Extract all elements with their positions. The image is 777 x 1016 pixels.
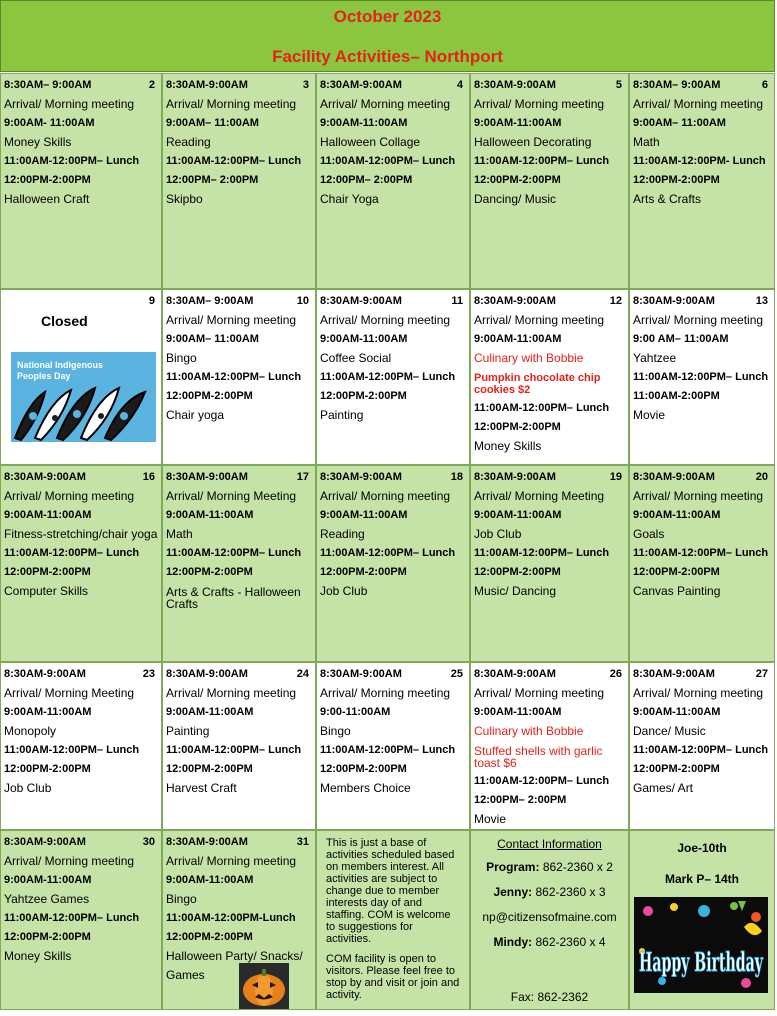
activity-line: 9:00AM– 11:00AM [166, 333, 259, 345]
birthday-cell [629, 830, 775, 1010]
day-number: 4 [456, 79, 463, 91]
activity-line: 8:30AM-9:00AM [166, 668, 248, 680]
activity-line: 11:00AM-12:00PM– Lunch [166, 744, 302, 756]
activity-special-line: Culinary with Bobbie [474, 351, 584, 365]
activity-line: Yahtzee [633, 351, 677, 365]
day-number: 27 [755, 668, 768, 680]
activity-line: 12:00PM– 2:00PM [320, 174, 413, 186]
activity-line: Reading [166, 135, 211, 149]
activity-line: Monopoly [4, 724, 57, 738]
activity-line: 11:00AM-12:00PM– Lunch [474, 402, 610, 414]
activity-line: Movie [474, 812, 507, 826]
activity-line: Arrival/ Morning meeting [166, 97, 297, 111]
day-cell [162, 830, 316, 1010]
contact-label: Jenny: [493, 885, 533, 899]
activity-line: Arrival/ Morning meeting [474, 686, 605, 700]
activity-line: Members Choice [320, 781, 411, 795]
activity-line: 12:00PM-2:00PM [474, 421, 561, 433]
activity-line: Arrival/ Morning meeting [166, 854, 297, 868]
activity-line: 8:30AM-9:00AM [474, 79, 556, 91]
activity-line: 12:00PM-2:00PM [4, 174, 91, 186]
activity-line: 11:00AM-2:00PM [633, 390, 720, 402]
day-number: 31 [296, 836, 309, 848]
day-number: 26 [609, 668, 622, 680]
activity-line: Dance/ Music [633, 724, 706, 738]
activity-special-line: Stuffed shells with garlic toast $6 [474, 744, 603, 770]
activity-line: 9:00AM-11:00AM [474, 509, 562, 521]
activity-line: Money Skills [4, 949, 72, 963]
activity-line: Arrival/ Morning Meeting [474, 489, 605, 503]
activity-line: 8:30AM– 9:00AM [4, 79, 92, 91]
day-number: 5 [615, 79, 622, 91]
activity-line: Arrival/ Morning meeting [474, 97, 605, 111]
activity-line: Music/ Dancing [474, 584, 557, 598]
day-number: 13 [755, 295, 768, 307]
activity-line: 11:00AM-12:00PM– Lunch [474, 547, 610, 559]
activity-line: 8:30AM-9:00AM [474, 295, 556, 307]
day-cell [316, 662, 470, 830]
day-number: 6 [761, 79, 768, 91]
activity-line: 9:00 AM– 11:00AM [633, 333, 729, 345]
activity-line: Arrival/ Morning meeting [633, 313, 764, 327]
activity-line: 9:00AM-11:00AM [320, 509, 408, 521]
activity-line: 11:00AM-12:00PM– Lunch [474, 775, 610, 787]
activity-line: Math [633, 135, 660, 149]
activity-line: 8:30AM-9:00AM [4, 668, 86, 680]
activity-line: Arrival/ Morning meeting [320, 313, 451, 327]
activity-line: 12:00PM-2:00PM [4, 931, 91, 943]
activity-line: 12:00PM-2:00PM [633, 763, 720, 775]
activity-line: Games [166, 968, 205, 982]
day-cell [629, 289, 775, 465]
activity-line: Fitness-stretching/chair yoga [4, 527, 158, 541]
activity-line: 12:00PM-2:00PM [4, 566, 91, 578]
activity-line: 11:00AM-12:00PM– Lunch [4, 547, 140, 559]
activity-line: Arrival/ Morning meeting [166, 686, 297, 700]
day-number: 9 [148, 295, 155, 307]
activity-line: 12:00PM-2:00PM [4, 763, 91, 775]
activity-line: 11:00AM-12:00PM– Lunch [166, 547, 302, 559]
activity-line: Arts & Crafts - Halloween Crafts [166, 585, 301, 611]
day-number: 11 [451, 295, 463, 307]
activity-line: 11:00AM-12:00PM– Lunch [474, 155, 610, 167]
day-cell [629, 73, 775, 289]
activity-line: 9:00AM– 11:00AM [633, 117, 726, 129]
activity-line: Skipbo [166, 192, 203, 206]
activity-line: 11:00AM-12:00PM- Lunch [633, 155, 766, 167]
activity-line: 12:00PM– 2:00PM [474, 794, 567, 806]
activity-line: 12:00PM-2:00PM [320, 390, 407, 402]
activity-line: 8:30AM-9:00AM [320, 79, 402, 91]
activity-special-line: Culinary with Bobbie [474, 724, 584, 738]
activity-line: Halloween Party/ Snacks/ [166, 949, 303, 963]
activity-line: Arrival/ Morning meeting [166, 313, 297, 327]
birthday-entry: Mark P– 14th [664, 872, 740, 886]
day-cell [470, 662, 629, 830]
activity-line: Money Skills [474, 439, 542, 453]
activity-line: Bingo [166, 351, 197, 365]
day-number: 23 [142, 668, 155, 680]
activity-line: 12:00PM-2:00PM [320, 566, 407, 578]
activity-line: Canvas Painting [633, 584, 721, 598]
activity-line: 8:30AM-9:00AM [4, 836, 86, 848]
activity-line: Harvest Craft [166, 781, 237, 795]
activity-line: Arrival/ Morning meeting [474, 313, 605, 327]
activity-line: Job Club [4, 781, 52, 795]
activity-line: 9:00AM– 11:00AM [166, 117, 259, 129]
activity-line: Computer Skills [4, 584, 89, 598]
activity-line: 11:00AM-12:00PM– Lunch [4, 155, 140, 167]
calendar-header [0, 0, 775, 72]
day-cell [470, 465, 629, 662]
activity-line: 8:30AM-9:00AM [166, 471, 248, 483]
contact-title: Contact Information [497, 837, 602, 851]
happy-birthday-graphic [634, 897, 768, 993]
activity-line: 8:30AM-9:00AM [166, 836, 248, 848]
birthday-graphic-text: Happy Birthday [639, 948, 764, 978]
activity-line: Bingo [166, 892, 197, 906]
day-cell [0, 465, 162, 662]
activity-line: 12:00PM-2:00PM [166, 390, 253, 402]
activity-line: Arrival/ Morning meeting [633, 686, 764, 700]
day-cell [316, 465, 470, 662]
day-number: 10 [296, 295, 309, 307]
activity-line: 9:00AM-11:00AM [320, 333, 408, 345]
day-number: 19 [609, 471, 622, 483]
activity-line: Chair Yoga [320, 192, 379, 206]
activity-line: 11:00AM-12:00PM-Lunch [166, 912, 296, 924]
activity-line: Arrival/ Morning Meeting [4, 686, 135, 700]
day-number: 3 [302, 79, 309, 91]
contact-value: 862-2360 x 2 [542, 860, 613, 874]
day-number: 17 [296, 471, 309, 483]
activity-line: Reading [320, 527, 365, 541]
day-cell [0, 662, 162, 830]
activity-line: Games/ Art [633, 781, 694, 795]
day-number: 12 [609, 295, 622, 307]
day-cell [316, 73, 470, 289]
info-note-cell [316, 830, 470, 1010]
activity-line: 11:00AM-12:00PM– Lunch [320, 371, 456, 383]
indigenous-peoples-day-banner [11, 352, 156, 442]
note-paragraph: COM facility is open to visitors. Please feel free to stop by and visit or join and activity. [326, 953, 460, 1001]
activity-line: 8:30AM-9:00AM [474, 668, 556, 680]
note-paragraph: This is just a base of activities scheduled based on members interest. All activities are subject to change due to member interests day of and staffing. COM is welcome to suggestions for activities. [326, 837, 455, 945]
day-number: 30 [142, 836, 155, 848]
activity-line: 9:00AM-11:00AM [474, 706, 562, 718]
contact-value: 862-2360 x 4 [535, 935, 606, 949]
activity-line: 9:00-11:00AM [320, 706, 391, 718]
activity-line: 9:00AM-11:00AM [166, 874, 254, 886]
activity-line: Halloween Decorating [474, 135, 592, 149]
day-number: 25 [450, 668, 463, 680]
activity-line: 9:00AM-11:00AM [320, 117, 408, 129]
activity-line: Arrival/ Morning meeting [320, 489, 451, 503]
activity-line: 9:00AM-11:00AM [633, 706, 721, 718]
activity-line: Job Club [320, 584, 368, 598]
activity-line: 11:00AM-12:00PM– Lunch [633, 744, 769, 756]
activity-line: 8:30AM-9:00AM [633, 471, 715, 483]
day-number: 16 [142, 471, 155, 483]
activity-line: Arrival/ Morning meeting [4, 97, 135, 111]
day-cell-closed [0, 289, 162, 465]
month-title: October 2023 [333, 7, 442, 26]
activity-line: Arrival/ Morning meeting [4, 854, 135, 868]
activity-line: Job Club [474, 527, 522, 541]
activity-line: 9:00AM-11:00AM [474, 333, 562, 345]
activity-line: 9:00AM-11:00AM [633, 509, 721, 521]
activity-line: 12:00PM-2:00PM [474, 566, 561, 578]
day-number: 18 [450, 471, 463, 483]
activity-line: Dancing/ Music [474, 192, 557, 206]
activity-line: Arts & Crafts [633, 192, 702, 206]
activity-line: 11:00AM-12:00PM– Lunch [320, 155, 456, 167]
closed-label: Closed [41, 313, 88, 329]
activity-line: Halloween Collage [320, 135, 421, 149]
birthday-entry: Joe-10th [677, 841, 727, 855]
day-cell [162, 73, 316, 289]
day-cell [0, 830, 162, 1010]
activity-line: 12:00PM-2:00PM [320, 763, 407, 775]
day-number: 20 [755, 471, 768, 483]
day-cell [162, 662, 316, 830]
activity-line: Arrival/ Morning meeting [633, 489, 764, 503]
activity-line: Arrival/ Morning Meeting [166, 489, 297, 503]
activity-line: 8:30AM-9:00AM [166, 79, 248, 91]
day-cell [470, 289, 629, 465]
activity-line: 9:00AM-11:00AM [4, 874, 92, 886]
activity-line: Chair yoga [166, 408, 225, 422]
activity-line: Arrival/ Morning meeting [633, 97, 764, 111]
activity-line: Arrival/ Morning meeting [320, 97, 451, 111]
activity-line: 12:00PM-2:00PM [633, 566, 720, 578]
activity-line: 11:00AM-12:00PM– Lunch [4, 912, 140, 924]
contact-value: 862-2360 x 3 [535, 885, 606, 899]
activity-line: Coffee Social [320, 351, 392, 365]
activity-line: 9:00AM-11:00AM [4, 706, 92, 718]
activity-line: 8:30AM-9:00AM [633, 295, 715, 307]
activity-line: 12:00PM– 2:00PM [166, 174, 259, 186]
activity-line: 12:00PM-2:00PM [166, 763, 253, 775]
activity-line: 11:00AM-12:00PM– Lunch [320, 744, 456, 756]
activity-line: 11:00AM-12:00PM– Lunch [320, 547, 456, 559]
day-cell [162, 289, 316, 465]
activity-line: 11:00AM-12:00PM– Lunch [633, 547, 769, 559]
activity-line: 12:00PM-2:00PM [166, 931, 253, 943]
contact-cell [470, 830, 629, 1010]
day-cell [0, 73, 162, 289]
activity-line: 12:00PM-2:00PM [474, 174, 561, 186]
activity-line: Halloween Craft [4, 192, 90, 206]
activity-line: Bingo [320, 724, 351, 738]
pumpkin-icon [239, 963, 289, 1009]
page-title: Facility Activities– Northport [272, 47, 503, 66]
activity-line: Painting [166, 724, 210, 738]
activity-line: Money Skills [4, 135, 72, 149]
activity-line: 12:00PM-2:00PM [633, 174, 720, 186]
activity-line: 8:30AM-9:00AM [320, 471, 402, 483]
activity-line: 8:30AM-9:00AM [474, 471, 556, 483]
activity-line: Movie [633, 408, 666, 422]
contact-email[interactable]: np@citizensofmaine.com [482, 910, 617, 924]
activity-line: 8:30AM– 9:00AM [166, 295, 254, 307]
activity-line: Goals [633, 527, 665, 541]
day-cell [162, 465, 316, 662]
activity-line: 9:00AM-11:00AM [166, 509, 254, 521]
activity-line: 11:00AM-12:00PM– Lunch [166, 371, 302, 383]
contact-label: Mindy: [493, 935, 533, 949]
banner-text: National Indigenous Peoples Day [17, 360, 104, 381]
activity-line: 8:30AM-9:00AM [4, 471, 86, 483]
activity-line: Yahtzee Games [4, 892, 90, 906]
day-number: 2 [148, 79, 155, 91]
day-cell [629, 465, 775, 662]
day-cell [629, 662, 775, 830]
activity-line: 9:00AM-11:00AM [166, 706, 254, 718]
activity-line: 8:30AM-9:00AM [320, 295, 402, 307]
activity-line: 8:30AM-9:00AM [320, 668, 402, 680]
feathers-icon [11, 352, 156, 442]
activity-line: 8:30AM– 9:00AM [633, 79, 721, 91]
contact-fax: Fax: 862-2362 [510, 990, 589, 1004]
activity-line: 12:00PM-2:00PM [166, 566, 253, 578]
activity-line: Math [166, 527, 193, 541]
activity-line: 11:00AM-12:00PM– Lunch [166, 155, 302, 167]
activity-line: Arrival/ Morning meeting [320, 686, 451, 700]
day-number: 24 [296, 668, 309, 680]
contact-label: Program: [486, 860, 540, 874]
activity-line: 8:30AM-9:00AM [633, 668, 715, 680]
activity-line: 9:00AM-11:00AM [4, 509, 92, 521]
activity-line: Arrival/ Morning meeting [4, 489, 135, 503]
activity-line: Painting [320, 408, 364, 422]
activity-line: 11:00AM-12:00PM– Lunch [633, 371, 769, 383]
activity-special-line: Pumpkin chocolate chip cookies $2 [474, 372, 601, 396]
activity-line: 9:00AM-11:00AM [474, 117, 562, 129]
activity-line: 11:00AM-12:00PM– Lunch [4, 744, 140, 756]
day-cell [470, 73, 629, 289]
activity-line: 9:00AM- 11:00AM [4, 117, 95, 129]
day-cell [316, 289, 470, 465]
